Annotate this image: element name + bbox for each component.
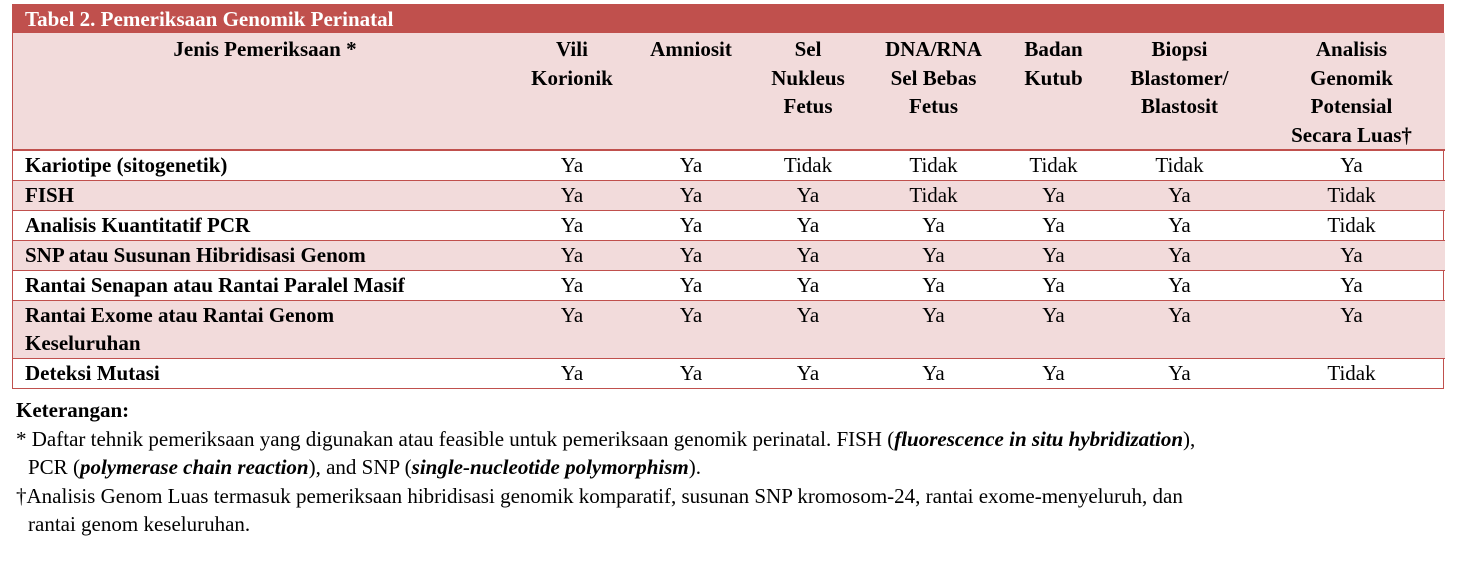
column-header [755,33,861,150]
footnote-term: single-nucleotide polymorphism [411,455,689,479]
table-row [13,240,1445,270]
footnote-text: ), and SNP ( [308,455,412,479]
column-header [1006,33,1101,150]
table-number: Tabel 2. [25,7,96,31]
table-cell: Ya [861,270,1006,300]
table-row [13,150,1445,180]
table-cell: Ya [1101,300,1258,358]
row-label [13,300,517,358]
footnote-text: ), [1183,426,1196,451]
row-label-line: Rantai Senapan atau Rantai Paralel Masif [25,272,405,297]
table-cell: Tidak [1006,150,1101,180]
footnote-term: fluorescence in situ hybridization [894,426,1183,451]
footnote-text: PCR ( [28,455,80,479]
table-cell: Ya [755,240,861,270]
table-cell: Ya [1258,300,1445,358]
table-body [13,150,1445,388]
footnotes [16,396,1456,539]
column-header-line: Vili [556,37,588,61]
column-header [517,33,627,150]
table-cell: Ya [1101,240,1258,270]
table-cell: Ya [627,270,755,300]
table-cell: Ya [1006,358,1101,388]
row-label-line: Deteksi Mutasi [25,360,160,385]
column-header-line: Potensial [1310,94,1393,118]
table-cell: Ya [627,180,755,210]
table-row [13,358,1445,388]
table-cell: Ya [517,210,627,240]
table-title: Pemeriksaan Genomik Perinatal [95,7,394,31]
row-label [13,358,517,388]
column-header-line: Jenis Pemeriksaan * [173,37,357,61]
table-cell: Tidak [861,180,1006,210]
notes-heading: Keterangan: [16,398,130,422]
table-cell: Ya [517,270,627,300]
table-cell: Ya [1258,150,1445,180]
column-header [861,33,1006,150]
column-header-exam-type [13,33,517,150]
column-header-line: Sel Bebas [890,65,977,90]
header-row [13,33,1445,150]
column-header [1101,33,1258,150]
column-header-line: Nukleus [771,65,845,90]
row-label [13,240,517,270]
table-cell: Ya [755,358,861,388]
table-cell: Tidak [755,150,861,180]
table-cell: Ya [1006,270,1101,300]
table-cell: Ya [1258,240,1445,270]
table-cell: Ya [861,358,1006,388]
table-row [13,180,1445,210]
column-header-line: Blastomer/ [1130,65,1229,90]
row-label-line: SNP atau Susunan Hibridisasi Genom [25,242,366,267]
table-cell: Ya [627,300,755,358]
table-cell: Ya [755,300,861,358]
table-cell: Ya [861,240,1006,270]
column-header-line: Genomik [1310,65,1393,90]
row-label [13,270,517,300]
table-cell: Ya [1006,300,1101,358]
row-label [13,180,517,210]
row-label-line: Keseluruhan [25,330,141,355]
footnote-term: polymerase chain reaction [79,455,309,479]
table-cell: Ya [517,150,627,180]
footnote-dagger-line-1: †Analisis Genom Luas termasuk pemeriksaan hibridisasi genomik komparatif, susunan SNP kromosom-24, rantai exome-menyeluruh, dan [16,483,1183,508]
footnote-text: ). [688,455,701,479]
table-cell: Ya [861,300,1006,358]
table-cell: Ya [1101,358,1258,388]
table-cell: Ya [517,358,627,388]
table-row [13,210,1445,240]
table-cell: Ya [755,270,861,300]
table-cell: Tidak [1258,358,1445,388]
table-cell: Ya [861,210,1006,240]
table-cell: Ya [1006,210,1101,240]
table-cell: Ya [1101,210,1258,240]
column-header [1258,33,1445,150]
column-header-line: Kutub [1024,65,1083,90]
row-label-line: Analisis Kuantitatif PCR [25,212,251,237]
table-row [13,270,1445,300]
table-cell: Ya [755,210,861,240]
table-title-bar [13,5,1443,33]
column-header-line: Amniosit [650,37,732,61]
table-cell: Ya [627,358,755,388]
column-header-line: Sel [794,37,822,61]
table-cell: Ya [517,240,627,270]
column-header-line: Biopsi [1151,37,1208,61]
table-cell: Ya [1101,180,1258,210]
table-cell: Tidak [1258,180,1445,210]
table-cell: Tidak [861,150,1006,180]
footnote-dagger-line-2: rantai genom keseluruhan. [28,512,251,536]
row-label-line: FISH [25,182,75,207]
table-cell: Ya [627,150,755,180]
row-label-line: Rantai Exome atau Rantai Genom [25,302,335,327]
table-cell: Ya [1006,180,1101,210]
column-header [627,33,755,150]
table-cell: Ya [1101,270,1258,300]
column-header-line: Analisis [1315,37,1388,61]
table-cell: Ya [1258,270,1445,300]
row-label [13,150,517,180]
column-header-line: Fetus [783,94,833,118]
row-label-line: Kariotipe (sitogenetik) [25,153,228,177]
footnote-star-line-1 [16,425,1456,454]
row-label [13,210,517,240]
table-cell: Ya [627,210,755,240]
column-header-line: Badan [1024,37,1083,61]
column-header-line: DNA/RNA [885,37,982,61]
exam-matrix [13,33,1445,388]
column-header-line: Korionik [531,65,613,90]
table-row [13,300,1445,358]
column-header-line: Secara Luas† [1291,122,1412,147]
table-cell: Tidak [1258,210,1445,240]
column-header-line: Fetus [909,94,958,118]
column-header-line: Blastosit [1140,94,1218,118]
footnote-star-line-2 [16,453,1456,482]
table-cell: Ya [627,240,755,270]
table-cell: Tidak [1101,150,1258,180]
perinatal-genomic-table [12,4,1444,389]
table-cell: Ya [517,300,627,358]
table-cell: Ya [755,180,861,210]
footnote-text: * Daftar tehnik pemeriksaan yang digunakan atau feasible untuk pemeriksaan genomik perinatal. FISH ( [16,426,895,451]
table-cell: Ya [1006,240,1101,270]
table-cell: Ya [517,180,627,210]
